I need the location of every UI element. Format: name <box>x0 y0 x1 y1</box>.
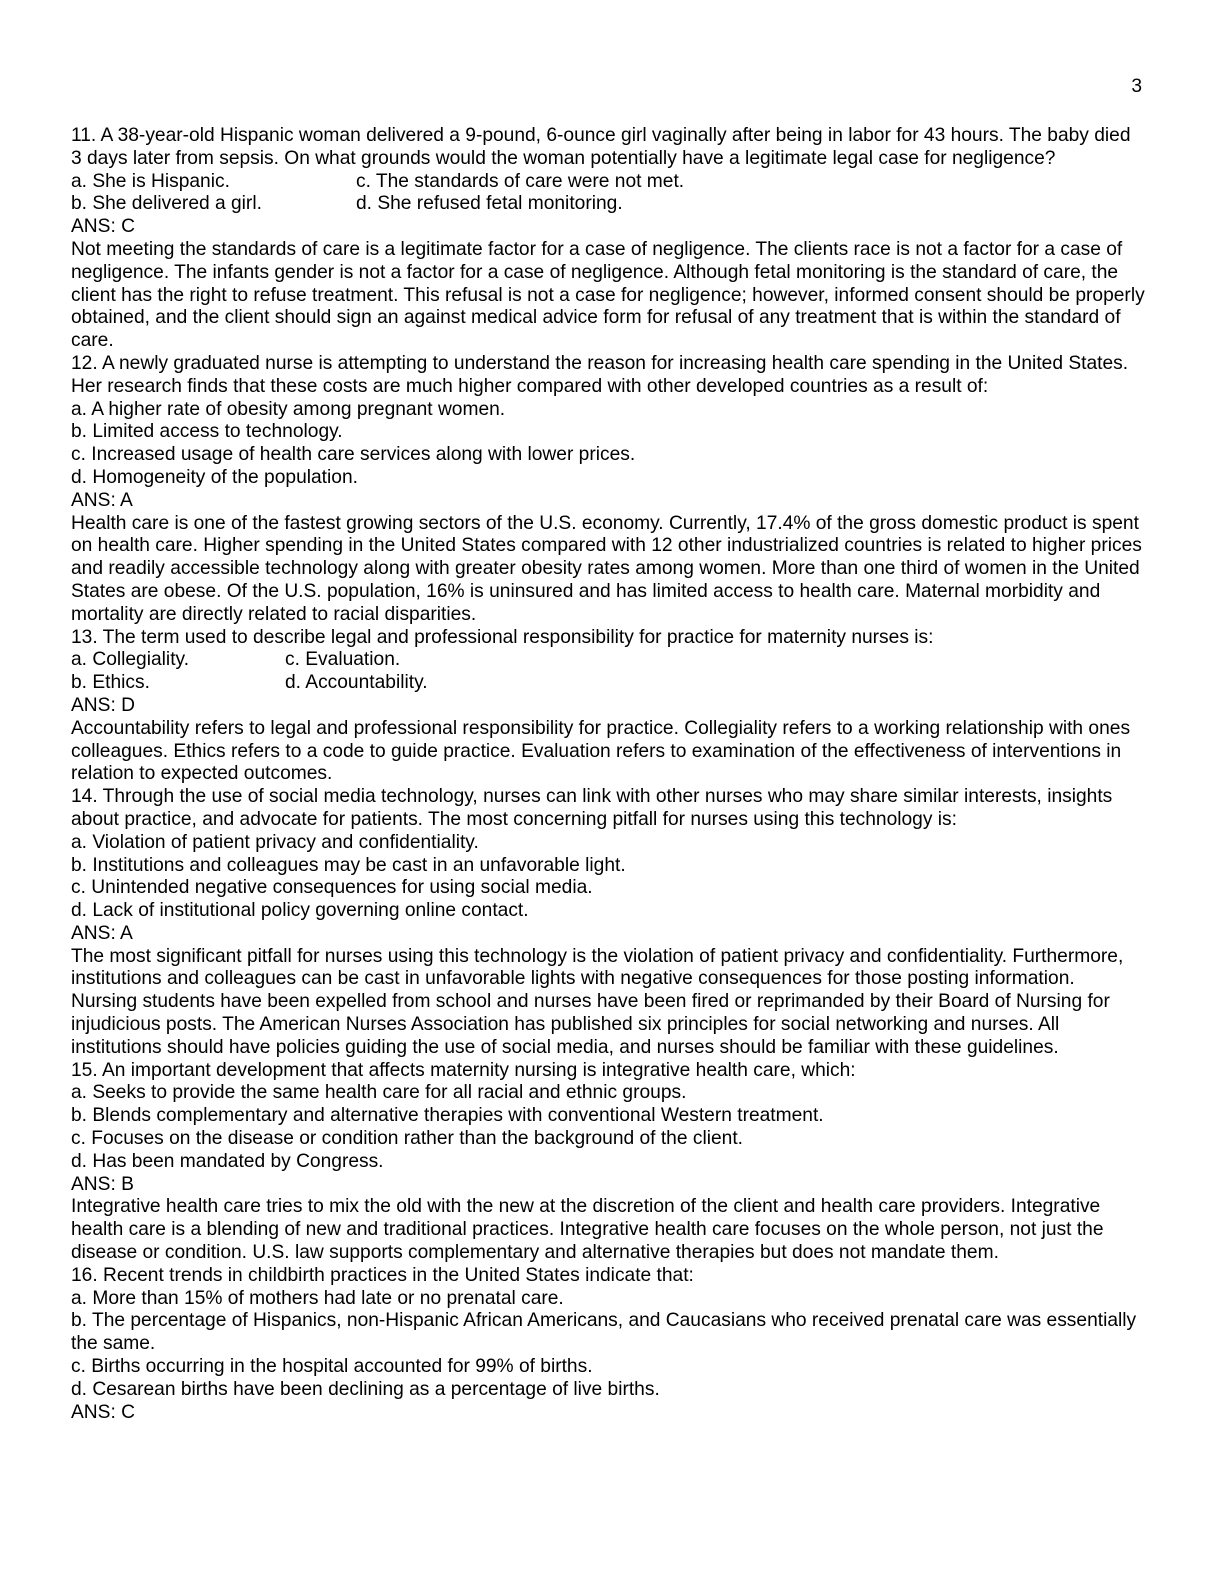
answer-option-a: a. More than 15% of mothers had late or no prenatal care. <box>71 1287 564 1309</box>
answer-option-b: b. Institutions and colleagues may be cast in an unfavorable light. <box>71 854 626 876</box>
answer-option-c: c. Focuses on the disease or condition rather than the background of the client. <box>71 1128 743 1150</box>
answer-option-d: d. Homogeneity of the population. <box>71 466 358 488</box>
answer-option-d: d. Lack of institutional policy governing online contact. <box>71 900 529 922</box>
rationale: Accountability refers to legal and professional responsibility for practice. Collegiality refers to a working relationship with ones colleagues. Ethics refers to a code to guide practice. Evaluation refers to examination of the effectiveness of interventions in relation to expected outcomes. <box>71 717 1131 785</box>
answer-option-a: a. Seeks to provide the same health care for all racial and ethnic groups. <box>71 1082 687 1104</box>
question-stem: 15. An important development that affects maternity nursing is integrative health care, which: <box>71 1059 856 1081</box>
question-stem: 16. Recent trends in childbirth practices in the United States indicate that: <box>71 1264 694 1286</box>
answer-option-b: b. Limited access to technology. <box>71 421 343 443</box>
answer-option-c: c. Increased usage of health care services along with lower prices. <box>71 444 636 466</box>
answer-key: ANS: D <box>71 694 135 716</box>
question-stem: 12. A newly graduated nurse is attempting to understand the reason for increasing health care spending in the United States. Her research finds that these costs are much higher compared with other developed countries as a result of: <box>71 352 1129 397</box>
rationale: Integrative health care tries to mix the old with the new at the discretion of the client and health care providers. Integrative health care is a blending of new and traditional practices. Integrative health care focuses on the whole person, not just the disease or condition. U.S. law supports complementary and alternative therapies but does not mandate them. <box>71 1196 1104 1264</box>
rationale: Not meeting the standards of care is a legitimate factor for a case of negligence. The clients race is not a factor for a case of negligence. The infants gender is not a factor for a case of negligence. Although fetal monitoring is the standard of care, the client has the right to refuse treatment. This refusal is not a case for negligence; however, informed consent should be properly obtained, and the client should sign an against medical advice form for refusal of any treatment that is within the standard of care. <box>71 238 1145 352</box>
rationale: The most significant pitfall for nurses using this technology is the violation of patient privacy and confidentiality. Furthermore, institutions and colleagues can be cast in unfavorable lights with negative consequences for those posting information. Nursing students have been expelled from school and nurses have been fired or reprimanded by their Board of Nursing for injudicious posts. The American Nurses Association has published six principles for social networking and nurses. All institutions should have policies guiding the use of social media, and nurses should be familiar with these guidelines. <box>71 945 1124 1058</box>
question-13 <box>71 627 1146 787</box>
answer-option-b: b. Ethics. <box>71 672 150 694</box>
answer-option-d: d. She refused fetal monitoring. <box>356 193 623 215</box>
answer-option-b: b. Blends complementary and alternative therapies with conventional Western treatment. <box>71 1105 824 1127</box>
question-14 <box>71 786 1146 1060</box>
question-15 <box>71 1060 1146 1265</box>
question-stem: 13. The term used to describe legal and professional responsibility for practice for maternity nurses is: <box>71 626 934 648</box>
answer-option-d: d. Accountability. <box>285 672 428 694</box>
answer-option-d: d. Cesarean births have been declining as a percentage of live births. <box>71 1378 660 1400</box>
answer-option-a: a. Collegiality. <box>71 649 190 671</box>
answer-option-d: d. Has been mandated by Congress. <box>71 1150 384 1172</box>
answer-option-b: b. She delivered a girl. <box>71 193 262 215</box>
page-number: 3 <box>1131 76 1142 97</box>
question-11 <box>71 125 1146 353</box>
answer-key: ANS: B <box>71 1173 134 1195</box>
answer-key: ANS: A <box>71 922 133 944</box>
page-content <box>71 125 1146 1424</box>
question-12 <box>71 353 1146 627</box>
answer-option-a: a. Violation of patient privacy and confidentiality. <box>71 831 479 853</box>
answer-option-c: c. Births occurring in the hospital accounted for 99% of births. <box>71 1356 593 1378</box>
answer-option-c: c. Unintended negative consequences for using social media. <box>71 877 593 899</box>
answer-key: ANS: C <box>71 216 135 238</box>
answer-key: ANS: A <box>71 489 133 511</box>
answer-option-c: c. The standards of care were not met. <box>356 170 685 192</box>
answer-option-b: b. The percentage of Hispanics, non-Hispanic African Americans, and Caucasians who received prenatal care was essentially the same. <box>71 1310 1137 1355</box>
answer-option-a: a. A higher rate of obesity among pregnant women. <box>71 398 506 420</box>
question-16 <box>71 1265 1146 1425</box>
answer-key: ANS: C <box>71 1401 135 1423</box>
answer-option-a: a. She is Hispanic. <box>71 170 230 192</box>
question-stem: 11. A 38-year-old Hispanic woman delivered a 9-pound, 6-ounce girl vaginally after being in labor for 43 hours. The baby died 3 days later from sepsis. On what grounds would the woman potentially have a legitimate legal case for negligence? <box>71 125 1131 169</box>
question-stem: 14. Through the use of social media technology, nurses can link with other nurses who may share similar interests, insights about practice, and advocate for patients. The most concerning pitfall for nurses using this technology is: <box>71 786 1113 830</box>
rationale: Health care is one of the fastest growing sectors of the U.S. economy. Currently, 17.4% of the gross domestic product is spent on health care. Higher spending in the United States compared with 12 other industrialized countries is related to higher prices and readily accessible technology along with greater obesity rates among women. More than one third of women in the United States are obese. Of the U.S. population, 16% is uninsured and has limited access to health care. Maternal morbidity and mortality are directly related to racial disparities. <box>71 512 1142 625</box>
answer-option-c: c. Evaluation. <box>285 649 401 671</box>
